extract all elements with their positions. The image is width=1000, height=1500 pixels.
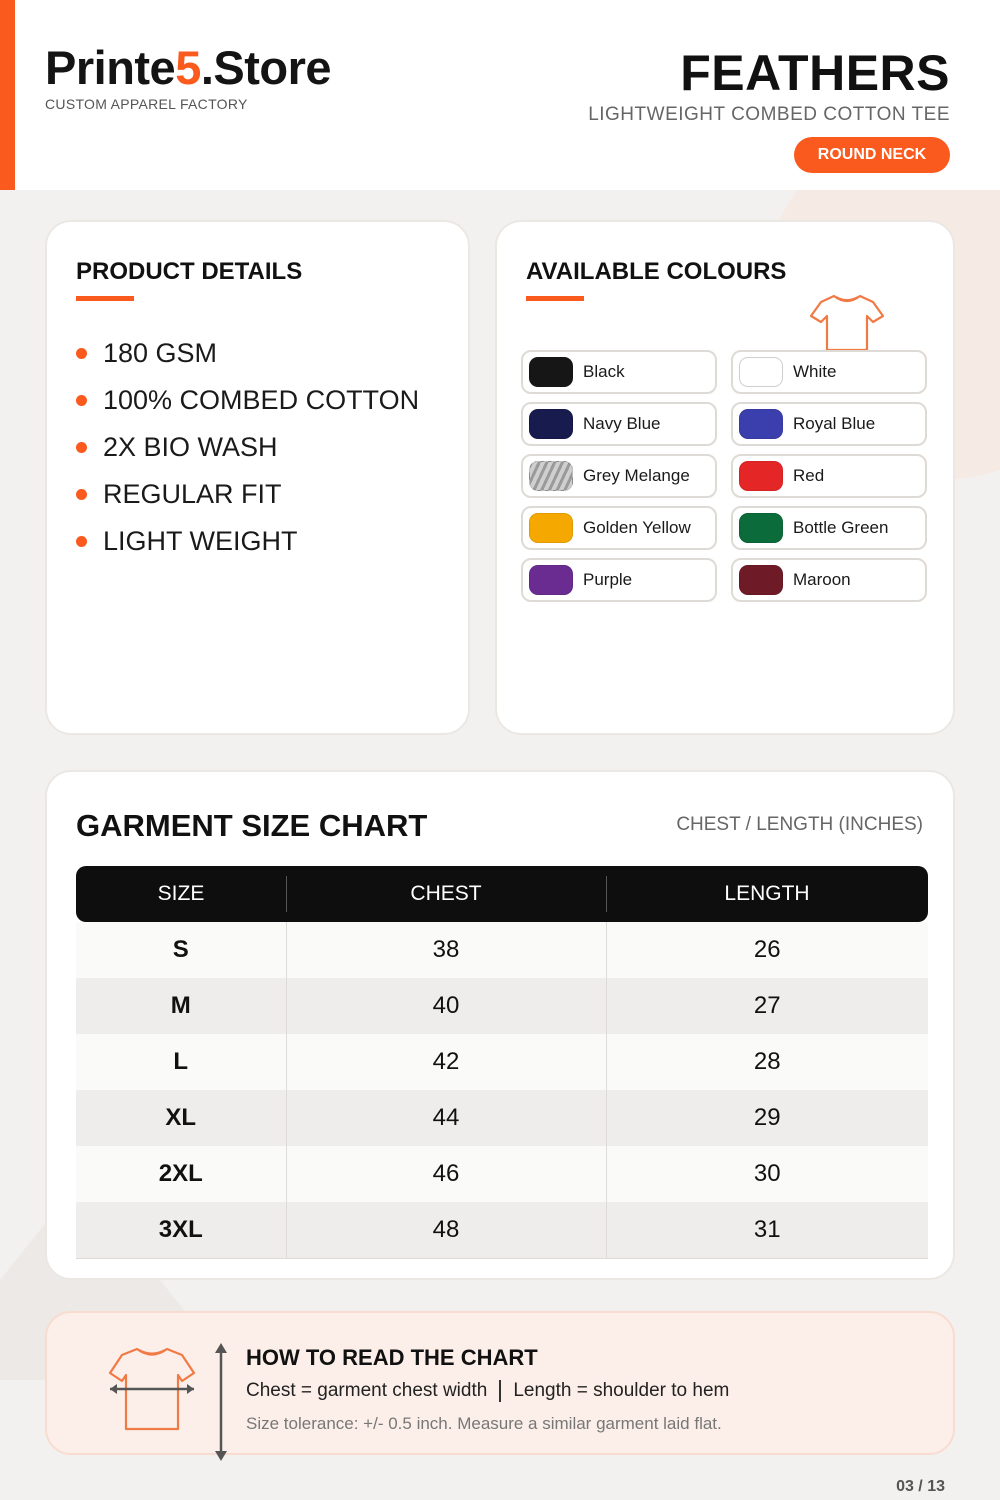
- length-definition: Length = shoulder to hem: [513, 1380, 730, 1401]
- size-chart-card: [45, 770, 955, 1280]
- size-cell: 3XL: [76, 1202, 286, 1258]
- chest-definition: Chest = garment chest width: [246, 1380, 488, 1401]
- colour-label: Bottle Green: [793, 518, 889, 537]
- column-header-chest: CHEST: [286, 866, 606, 922]
- colour-chip: [529, 461, 573, 491]
- colour-chip: [739, 565, 783, 595]
- detail-item: [76, 330, 419, 377]
- neck-type-badge: ROUND NECK: [794, 137, 950, 173]
- colour-label: Red: [793, 466, 825, 485]
- product-details-list: [76, 330, 419, 565]
- colour-swatch-white[interactable]: [731, 350, 927, 394]
- detail-item: [76, 471, 419, 518]
- tshirt-outline-icon: [807, 292, 887, 354]
- length-cell: 28: [606, 1034, 928, 1090]
- column-header-length: LENGTH: [606, 866, 928, 922]
- size-cell: XL: [76, 1090, 286, 1146]
- colour-chip: [739, 461, 783, 491]
- brand-name-main: Printe: [45, 41, 176, 94]
- bullet-icon: [76, 489, 87, 500]
- table-row: [76, 1146, 928, 1202]
- colour-swatch-navy-blue[interactable]: [521, 402, 717, 446]
- colour-swatch-royal-blue[interactable]: [731, 402, 927, 446]
- page-number: 03 / 13: [896, 1478, 945, 1495]
- how-to-read-definitions: [246, 1380, 729, 1402]
- colour-label: Purple: [583, 570, 633, 589]
- size-tolerance-note: Size tolerance: +/- 0.5 inch. Measure a similar garment laid flat.: [246, 1414, 722, 1433]
- table-row: [76, 922, 928, 978]
- size-cell: 2XL: [76, 1146, 286, 1202]
- brand-name-suffix: .Store: [200, 41, 332, 94]
- colour-label: Golden Yellow: [583, 518, 691, 537]
- detail-item-label: LIGHT WEIGHT: [103, 526, 298, 556]
- colour-label: Navy Blue: [583, 414, 661, 433]
- colour-swatch-purple[interactable]: [521, 558, 717, 602]
- available-colours-title: AVAILABLE COLOURS: [526, 258, 787, 285]
- colour-chip: [529, 513, 573, 543]
- definition-separator: [499, 1380, 501, 1402]
- table-row: [76, 1202, 928, 1258]
- bullet-icon: [76, 395, 87, 406]
- colour-swatch-golden-yellow[interactable]: [521, 506, 717, 550]
- detail-item-label: 2X BIO WASH: [103, 432, 278, 462]
- column-header-size: SIZE: [157, 882, 205, 905]
- product-details-title: PRODUCT DETAILS: [76, 258, 303, 285]
- how-to-read-title: HOW TO READ THE CHART: [246, 1345, 538, 1370]
- length-cell: 26: [606, 922, 928, 978]
- colour-chip: [529, 409, 573, 439]
- detail-item: [76, 518, 419, 565]
- colour-swatch-grey-melange[interactable]: [521, 454, 717, 498]
- size-cell: M: [76, 978, 286, 1034]
- colour-chip: [739, 513, 783, 543]
- length-cell: 31: [606, 1202, 928, 1258]
- colour-label: Grey Melange: [583, 466, 690, 485]
- length-cell: 27: [606, 978, 928, 1034]
- size-cell: L: [76, 1034, 286, 1090]
- bullet-icon: [76, 442, 87, 453]
- colour-swatch-grid: [521, 350, 927, 602]
- bullet-icon: [76, 348, 87, 359]
- colour-label: White: [793, 362, 837, 381]
- title-underline: [526, 296, 584, 301]
- size-table-header: [76, 866, 928, 922]
- colour-chip: [529, 357, 573, 387]
- table-row: [76, 1034, 928, 1090]
- chest-cell: 38: [286, 922, 606, 978]
- header-accent-bar: [0, 0, 15, 190]
- detail-item-label: 100% COMBED COTTON: [103, 385, 420, 415]
- colour-swatch-maroon[interactable]: [731, 558, 927, 602]
- length-cell: 29: [606, 1090, 928, 1146]
- product-details-card: [45, 220, 470, 735]
- available-colours-card: [495, 220, 955, 735]
- size-cell: S: [76, 922, 286, 978]
- brand-tagline: CUSTOM APPAREL FACTORY: [45, 96, 248, 112]
- colour-chip: [739, 409, 783, 439]
- colour-label: Royal Blue: [793, 414, 876, 433]
- chest-cell: 40: [286, 978, 606, 1034]
- table-row: [76, 978, 928, 1034]
- colour-swatch-bottle-green[interactable]: [731, 506, 927, 550]
- page-header: [0, 0, 1000, 190]
- size-table: [76, 866, 928, 1259]
- brand-logo: [45, 40, 331, 95]
- detail-item: [76, 377, 419, 424]
- size-chart-title: GARMENT SIZE CHART: [76, 808, 428, 843]
- colour-swatch-red[interactable]: [731, 454, 927, 498]
- product-title: FEATHERS: [680, 45, 950, 101]
- product-subtitle: LIGHTWEIGHT COMBED COTTON TEE: [588, 104, 950, 125]
- chest-cell: 42: [286, 1034, 606, 1090]
- length-arrow-icon: [213, 1343, 229, 1461]
- colour-chip: [529, 565, 573, 595]
- size-chart-unit: CHEST / LENGTH (INCHES): [676, 814, 923, 835]
- colour-swatch-black[interactable]: [521, 350, 717, 394]
- title-underline: [76, 296, 134, 301]
- chest-cell: 48: [286, 1202, 606, 1258]
- detail-item-label: 180 GSM: [103, 338, 218, 368]
- chest-cell: 46: [286, 1146, 606, 1202]
- chest-cell: 44: [286, 1090, 606, 1146]
- colour-label: Black: [583, 362, 625, 381]
- table-row: [76, 1090, 928, 1146]
- how-to-read-card: [45, 1311, 955, 1455]
- detail-item: [76, 424, 419, 471]
- detail-item-label: REGULAR FIT: [103, 479, 282, 509]
- length-cell: 30: [606, 1146, 928, 1202]
- colour-label: Maroon: [793, 570, 851, 589]
- brand-name-accent: 5: [175, 41, 201, 94]
- colour-chip: [739, 357, 783, 387]
- tshirt-measure-icon: [102, 1343, 202, 1435]
- bullet-icon: [76, 536, 87, 547]
